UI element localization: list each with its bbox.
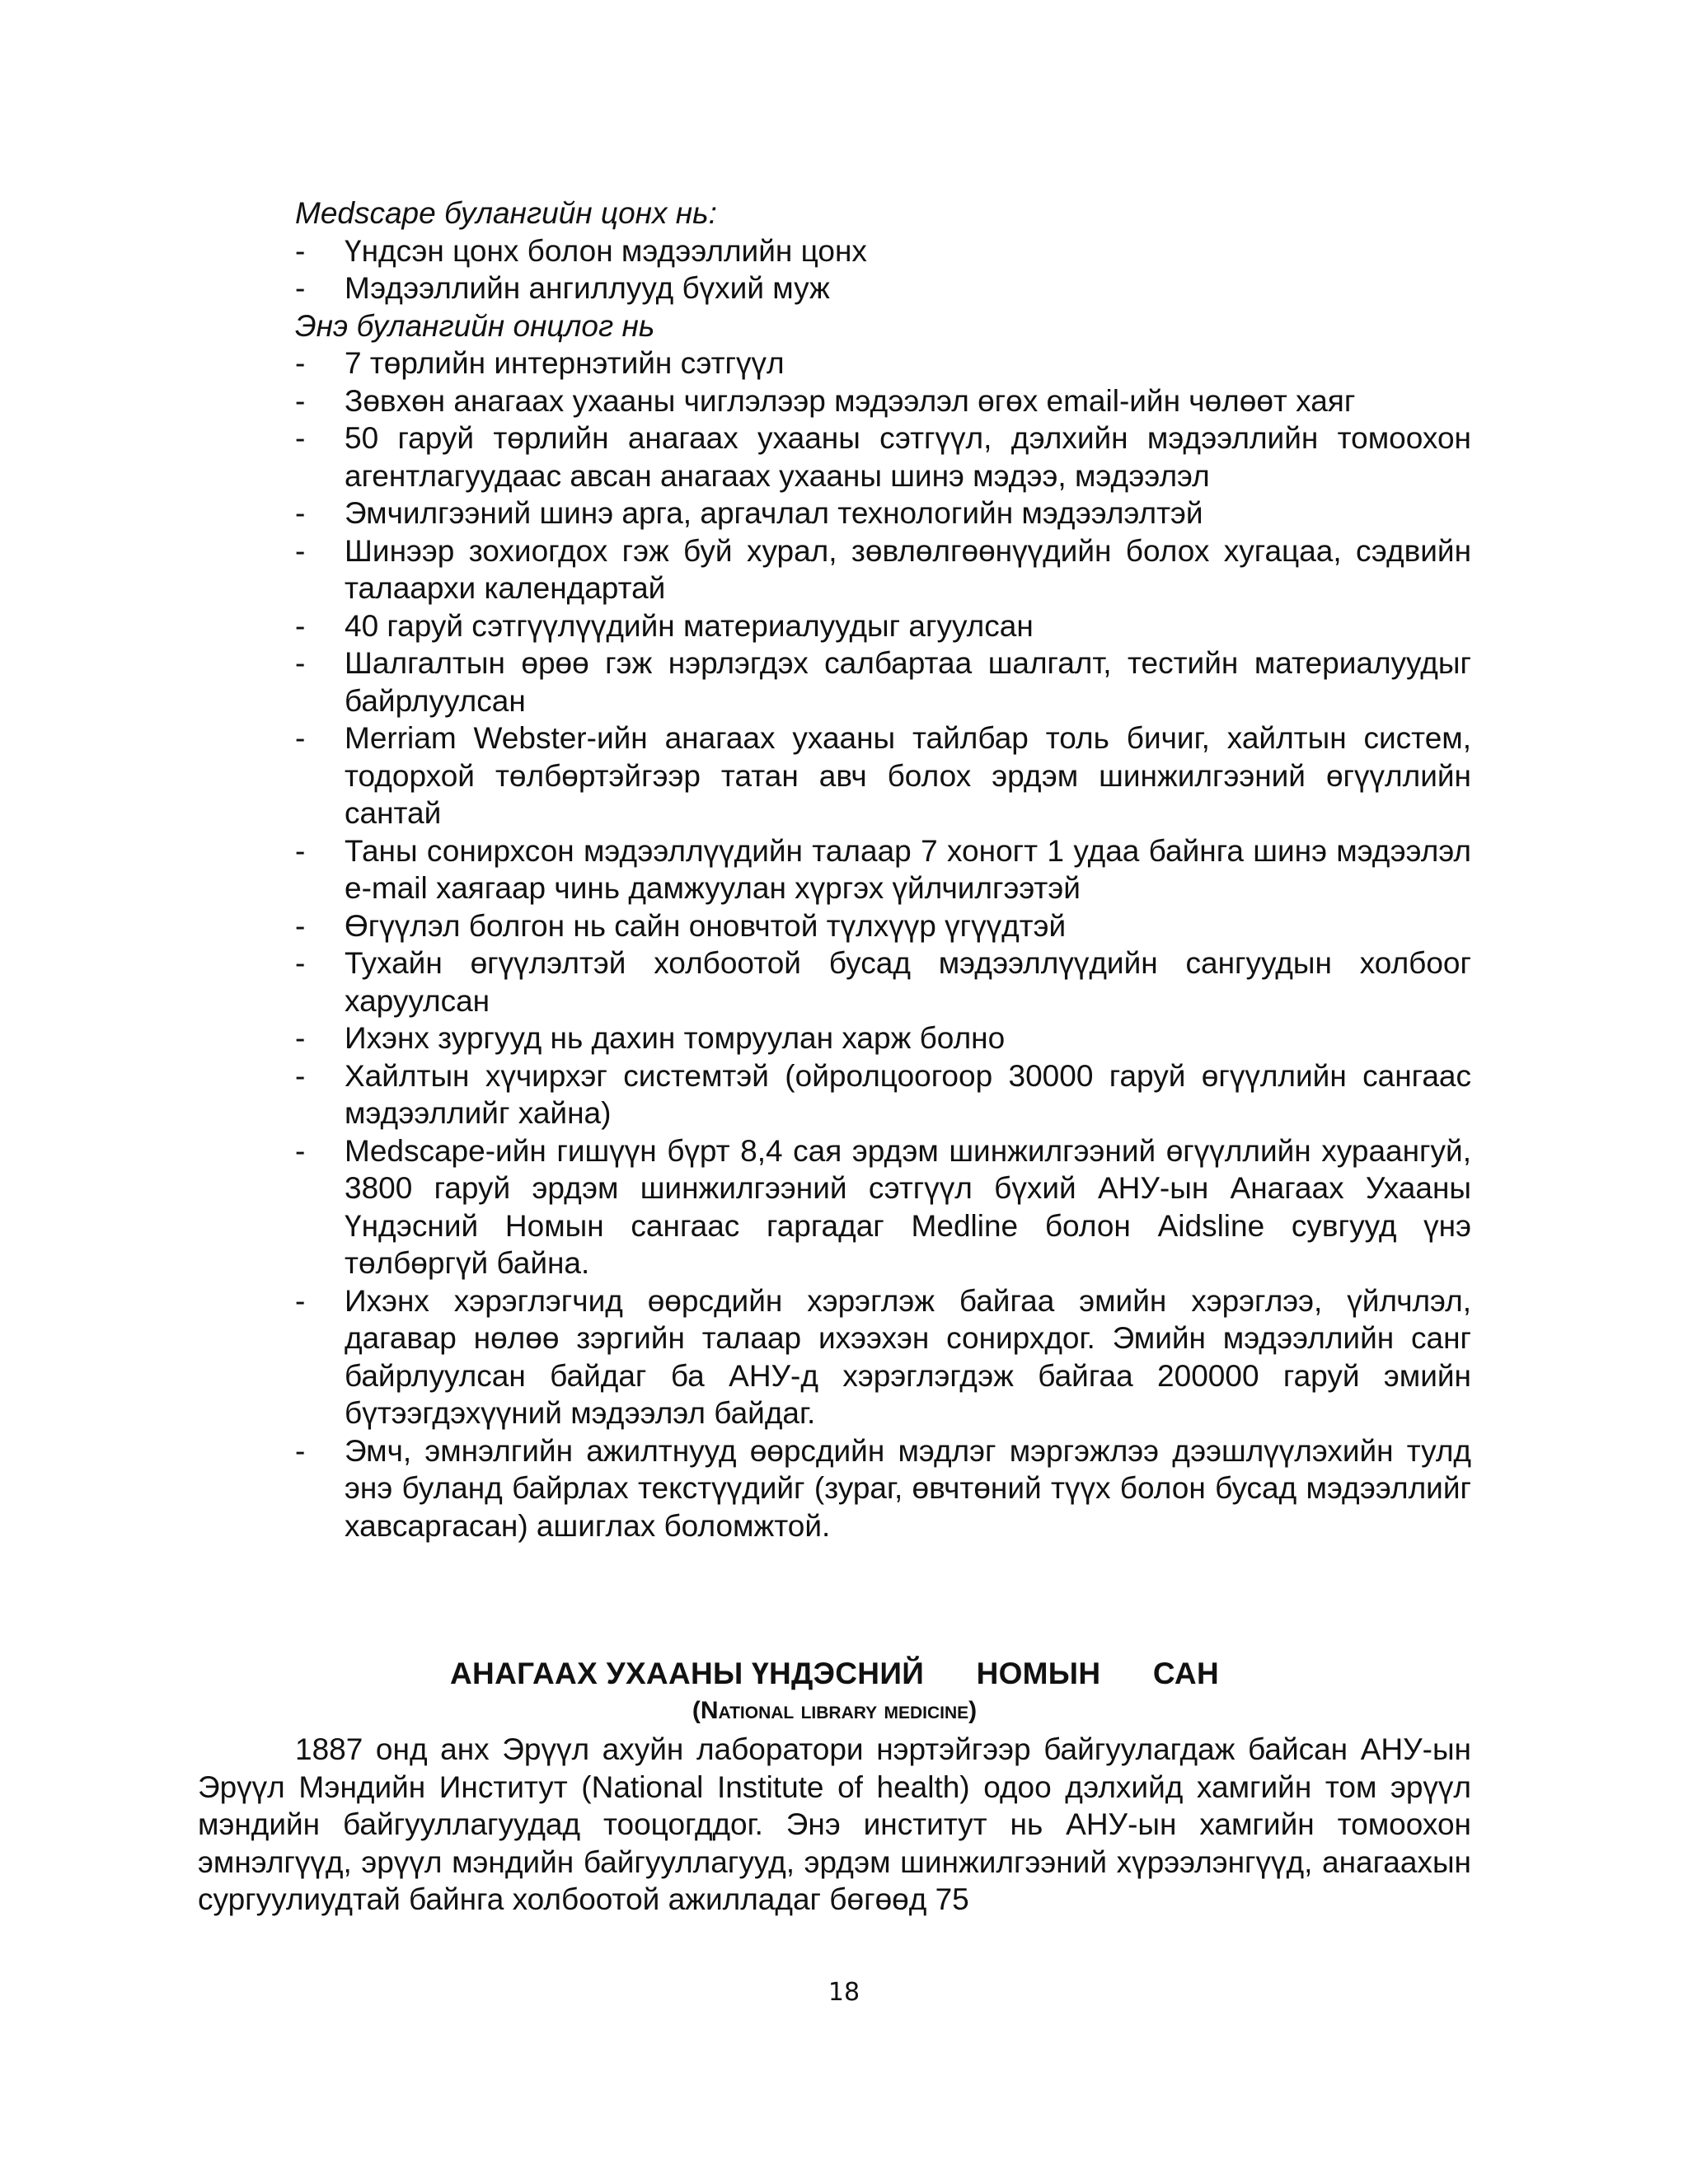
list-item-text: Merriam Webster-ийн анагаах ухааны тайлбар толь бичиг, хайлтын систем, тодорхой төлбөртэйгээр татан авч болох эрдэм шинжилгээний өгүүллийн сантай [345,721,1471,830]
list-item [198,232,1471,270]
bullet-dash: - [295,421,306,455]
bullet-dash: - [295,1133,306,1168]
bullet-dash: - [295,383,306,418]
list-item [198,719,1471,832]
bullet-dash: - [295,496,306,530]
bullet-dash: - [295,233,306,268]
list-item-text: Мэдээллийн ангиллууд бүхий муж [345,271,830,305]
section-title: АНАГААХ УХААНЫ ҮНДЭСНИЙ НОМЫН САН [450,1657,1219,1690]
bullet-dash: - [295,721,306,755]
list-item [198,419,1471,494]
list-item-text: 40 гаруй сэтгүүлүүдийн материалуудыг агуулсан [345,608,1034,643]
list-item-text: Үндсэн цонх болон мэдээллийн цонх [345,233,867,268]
list-item-text: Эмчилгээний шинэ арга, аргачлал технологийн мэдээлэлтэй [345,496,1203,530]
bullet-dash: - [295,1021,306,1055]
bullet-dash: - [295,533,306,568]
medscape-section [198,194,1471,1544]
list-item [198,532,1471,607]
list-item-text: Ихэнх зургууд нь дахин томруулан харж болно [345,1021,1006,1055]
bullet-dash: - [295,833,306,868]
bullet-dash: - [295,1058,306,1093]
list-item-text: 7 төрлийн интернэтийн сэтгүүл [345,346,785,380]
bullet-dash: - [295,608,306,643]
feature-items-list [198,344,1471,1544]
list-item-text: Таны сонирхсон мэдээллүүдийн талаар 7 хоногт 1 удаа байнга шинэ мэдээлэл e-mail хаягаар чинь дамжуулан хүргэх үйлчилгээтэй [345,833,1471,905]
list-item [198,1057,1471,1132]
list-item [198,1432,1471,1545]
list-item-text: Шалгалтын өрөө гэж нэрлэгдэх салбартаа шалгалт, тестийн материалуудыг байрлуулсан [345,646,1471,718]
list-item-text: Тухайн өгүүлэлтэй холбоотой бусад мэдээллүүдийн сангуудын холбоог харуулсан [345,946,1471,1018]
body-paragraph: 1887 онд анх Эрүүл ахуйн лаборатори нэртэйгээр байгуулагдаж байсан АНУ-ын Эрүүл Мэндийн Институт (National Institute of health) одоо дэлхийд хамгийн том эрүүл мэндийн байгууллагуудад тооцогддог. Энэ институт нь АНУ-ын хамгийн томоохон эмнэлгүүд, эрүүл мэндийн байгууллагууд, эрдэм шинжилгээний хүрээлэнгүүд, анагаахын сургуулиудтай байнга холбоотой ажилладаг бөгөөд 75 [198,1732,1471,1916]
bullet-dash: - [295,908,306,943]
bullet-dash: - [295,346,306,380]
list-item [198,382,1471,420]
list-item-text: 50 гаруй төрлийн анагаах ухааны сэтгүүл, дэлхийн мэдээллийн томоохон агентлагуудаас авсан анагаах ухааны шинэ мэдээ, мэдээлэл [345,421,1471,493]
list-item-text: Зөвхөн анагаах ухааны чиглэлээр мэдээлэл өгөх email-ийн чөлөөт хаяг [345,383,1356,418]
list-item [198,644,1471,719]
list-item [198,1282,1471,1432]
list-item [198,494,1471,532]
list-item [198,607,1471,645]
list-item [198,269,1471,307]
list-item [198,344,1471,382]
section-subtitle: (National library medicine) [692,1697,978,1724]
features-heading: Энэ булангийн онцлог нь [295,308,655,343]
list-item [198,907,1471,945]
bullet-dash: - [295,271,306,305]
list-item-text: Өгүүлэл болгон нь сайн оновчтой түлхүүр үгүүдтэй [345,908,1067,943]
bullet-dash: - [295,946,306,980]
list-item [198,944,1471,1019]
list-item-text: Шинээр зохиогдох гэж буй хурал, зөвлөлгөөнүүдийн болох хугацаа, сэдвийн талаархи календартай [345,533,1471,605]
window-items-list [198,232,1471,307]
bullet-dash: - [295,1433,306,1468]
list-item-text: Ихэнх хэрэглэгчид өөрсдийн хэрэглэж байгаа эмийн хэрэглээ, үйлчлэл, дагавар нөлөө зэргийн талаар ихээхэн сонирхдог. Эмийн мэдээллийн санг байрлуулсан байдаг ба АНУ-д хэрэглэгдэж байгаа 200000 гаруй эмийн бүтээгдэхүүний мэдээлэл байдаг. [345,1283,1471,1430]
bullet-dash: - [295,646,306,680]
medscape-window-heading: Medscape булангийн цонх нь: [295,196,717,230]
page-number: 18 [828,1978,860,2007]
list-item [198,1019,1471,1057]
list-item [198,1132,1471,1282]
bullet-dash: - [295,1283,306,1318]
list-item-text: Medscape-ийн гишүүн бүрт 8,4 сая эрдэм шинжилгээний өгүүллийн хураангуй, 3800 гаруй эрдэм шинжилгээний сэтгүүл бүхий АНУ-ын Анагаах Ухааны Үндэсний Номын сангаас гаргадаг Medline болон Aidsline сувгууд үнэ төлбөргүй байна. [345,1133,1471,1280]
list-item-text: Эмч, эмнэлгийн ажилтнууд өөрсдийн мэдлэг мэргэжлээ дээшлүүлэхийн тулд энэ буланд байрлах текстүүдийг (зураг, өвчтөний түүх болон бусад мэдээллийг хавсаргасан) ашиглах боломжтой. [345,1433,1471,1543]
list-item [198,832,1471,907]
list-item-text: Хайлтын хүчирхэг системтэй (ойролцоогоор 30000 гаруй өгүүллийн сангаас мэдээллийг хайна) [345,1058,1471,1130]
